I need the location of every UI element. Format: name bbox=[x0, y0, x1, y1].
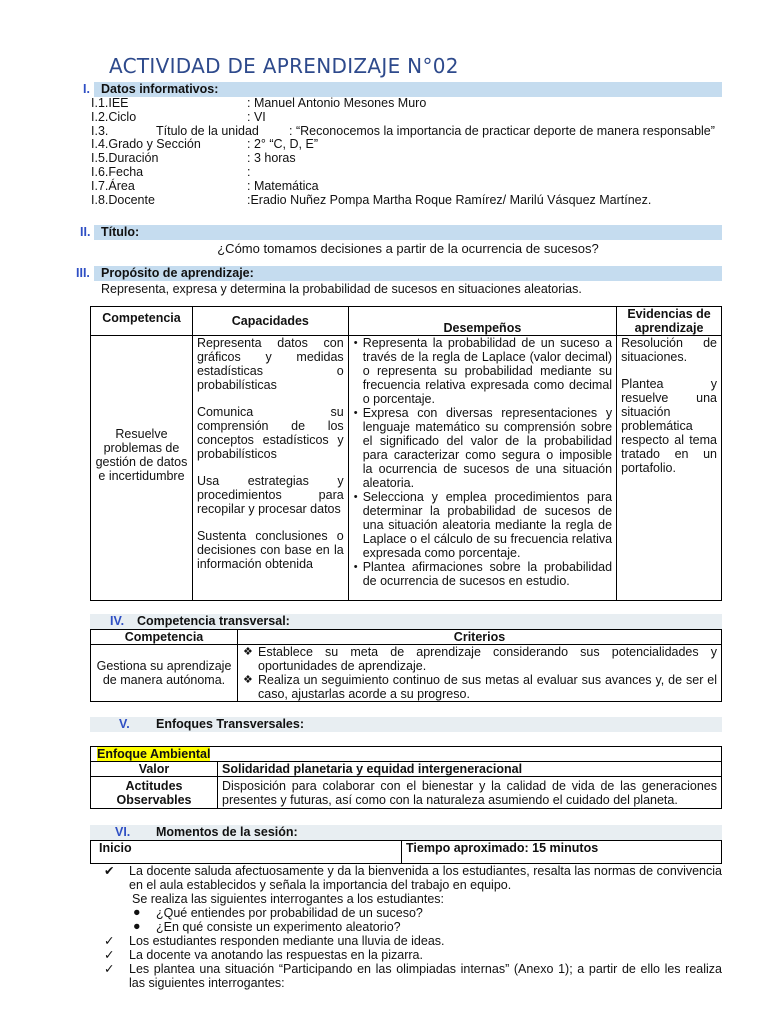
desempeno-item: • Expresa con diversas representaciones y lenguaje matemático su comprensión sobre el significado del valor de la probabilidad para caracterizar como segura o imposible la ocurrencia de sucesos de una situación aleatoria. bbox=[363, 406, 612, 490]
list-item bbox=[104, 962, 722, 990]
info-value: :Eradio Nuñez Pompa Martha Roque Ramírez/ Marilú Vásquez Martínez. bbox=[247, 192, 652, 207]
header-competencia: Competencia bbox=[91, 630, 238, 645]
cell-valor-label: Valor bbox=[91, 762, 218, 777]
list-item bbox=[104, 948, 722, 962]
info-key: I.6.Fecha bbox=[91, 164, 144, 179]
section-number: IV. bbox=[110, 614, 125, 628]
header-competencia: Competencia bbox=[91, 307, 193, 336]
section-label: Momentos de la sesión: bbox=[156, 825, 298, 839]
info-key: I.1.IEE bbox=[91, 96, 129, 110]
capacidad-item: Comunica su comprensión de los conceptos estadísticos y probabilísticos bbox=[196, 405, 344, 461]
section-label: Título: bbox=[101, 225, 140, 239]
evidencia-item: Resolución de situaciones. bbox=[621, 336, 717, 364]
checkmark-icon: ✔ bbox=[104, 864, 115, 878]
info-key: I.5.Duración bbox=[91, 151, 159, 166]
list-item bbox=[104, 934, 722, 948]
list-item-text: ¿Qué entiendes por probabilidad de un suceso? bbox=[156, 906, 423, 920]
section-header-datos bbox=[83, 82, 722, 97]
bullet-icon: ● bbox=[133, 905, 141, 919]
cell-actitudes: Disposición para colaborar con el bienestar y la calidad de vida de las generaciones presentes y futuras, así como con la naturaleza asumiendo el cuidado del planeta. bbox=[218, 777, 722, 809]
section-header-momentos bbox=[90, 825, 722, 840]
session-title: ¿Cómo tomamos decisiones a partir de la ocurrencia de sucesos? bbox=[217, 241, 599, 256]
section-header-titulo bbox=[80, 225, 722, 240]
evidencia-item: Plantea y resuelve una situación problemática respecto al tema tratado en un portafolio. bbox=[621, 377, 717, 475]
check-icon: ✓ bbox=[104, 948, 115, 962]
list-item bbox=[104, 920, 722, 934]
section-label: Enfoques Transversales: bbox=[156, 717, 304, 731]
purpose-text: Representa, expresa y determina la probabilidad de sucesos en situaciones aleatorias. bbox=[101, 282, 582, 296]
info-value: : VI bbox=[247, 109, 266, 124]
section-label: Competencia transversal: bbox=[137, 614, 290, 628]
info-value: : 3 horas bbox=[247, 151, 296, 166]
transversal-table bbox=[90, 629, 722, 702]
section-label: Propósito de aprendizaje: bbox=[101, 266, 254, 280]
header-evidencias: Evidencias de aprendizaje bbox=[617, 307, 722, 336]
list-item-text: Los estudiantes responden mediante una lluvia de ideas. bbox=[129, 934, 445, 948]
bullet-icon: ● bbox=[133, 919, 141, 933]
section-header-enfoques bbox=[90, 717, 722, 732]
section-header-transversal bbox=[90, 614, 722, 629]
cell-actitudes-label: Actitudes Observables bbox=[91, 777, 218, 809]
list-item-text: La docente va anotando las respuestas en la pizarra. bbox=[129, 948, 423, 962]
section-label: Datos informativos: bbox=[101, 82, 219, 96]
info-key: I.2.Ciclo bbox=[91, 109, 137, 124]
list-item-text: ¿En qué consiste un experimento aleatorio? bbox=[156, 920, 401, 934]
section-number: V. bbox=[119, 717, 130, 731]
cell-evidencias bbox=[617, 336, 722, 601]
cell-capacidades bbox=[192, 336, 348, 601]
info-key: I.8.Docente bbox=[91, 192, 155, 207]
page-title: ACTIVIDAD DE APRENDIZAJE N°02 bbox=[109, 54, 459, 78]
info-key: I.7.Área bbox=[91, 178, 135, 193]
list-item-text: La docente saluda afectuosamente y da la bienvenida a los estudiantes, resalta las normas de convivencia en el aula establecidos y señala la importancia del trabajo en equipo. bbox=[129, 864, 722, 892]
cell-competencia: Resuelve problemas de gestión de datos e incertidumbre bbox=[91, 336, 193, 601]
cell-valor: Solidaridad planetaria y equidad intergeneracional bbox=[218, 762, 722, 777]
capacidad-item: Usa estrategias y procedimientos para recopilar y procesar datos bbox=[196, 474, 344, 516]
info-value: : bbox=[247, 164, 251, 179]
info-key: I.4.Grado y Sección bbox=[91, 137, 201, 152]
cell-desempenos bbox=[348, 336, 616, 601]
info-value: : 2° “C, D, E” bbox=[247, 137, 318, 152]
cell-inicio: Inicio bbox=[91, 841, 402, 864]
section-number: II. bbox=[80, 225, 91, 239]
info-key-title: Título de la unidad bbox=[156, 123, 259, 138]
info-value: : Matemática bbox=[247, 178, 319, 193]
desempeno-item: • Selecciona y emplea procedimientos para determinar la probabilidad de sucesos de una situación aleatoria mediante la regla de Laplace o el cálculo de su frecuencia relativa expresada como porcentaje. bbox=[363, 490, 612, 560]
section-number: I. bbox=[83, 82, 90, 96]
header-capacidades: Capacidades bbox=[192, 307, 348, 336]
momentos-list bbox=[104, 864, 722, 990]
info-value: : Manuel Antonio Mesones Muro bbox=[247, 96, 427, 110]
info-key: I.3. bbox=[91, 123, 109, 138]
cell-competencia: Gestiona su aprendizaje de manera autónoma. bbox=[91, 645, 238, 702]
criterio-item: ❖ Establece su meta de aprendizaje considerando sus potencialidades y oportunidades de aprendizaje. bbox=[258, 645, 717, 673]
capacidad-item: Representa datos con gráficos y medidas estadísticas o probabilísticas bbox=[196, 336, 344, 392]
capacidad-item: Sustenta conclusiones o decisiones con base en la información obtenida bbox=[196, 529, 344, 571]
cell-criterios bbox=[238, 645, 722, 702]
section-number: VI. bbox=[115, 825, 131, 839]
criterio-item: ❖ Realiza un seguimiento continuo de sus metas al evaluar sus avances y, de ser el caso, ajustarlas acorde a su progreso. bbox=[258, 673, 717, 701]
desempeno-item: • Representa la probabilidad de un suceso a través de la regla de Laplace (valor decimal) o representa su probabilidad mediante su frecuencia relativa expresada como decimal o porcentaje. bbox=[363, 336, 612, 406]
enfoques-table bbox=[90, 746, 722, 809]
header-desempenos: Desempeños bbox=[348, 307, 616, 336]
check-icon: ✓ bbox=[104, 934, 115, 948]
enfoque-label: Enfoque Ambiental bbox=[97, 747, 211, 761]
desempeno-item: • Plantea afirmaciones sobre la probabilidad de ocurrencia de sucesos en estudio. bbox=[363, 560, 612, 588]
list-item: Se realiza las siguientes interrogantes a los estudiantes: bbox=[132, 892, 444, 906]
momentos-table bbox=[90, 840, 722, 864]
cell-enfoque bbox=[91, 747, 722, 762]
cell-tiempo: Tiempo aproximado: 15 minutos bbox=[402, 841, 722, 864]
list-item bbox=[104, 864, 722, 892]
info-value: : “Reconocemos la importancia de practicar deporte de manera responsable” bbox=[289, 123, 715, 138]
check-icon: ✓ bbox=[104, 962, 115, 976]
header-criterios: Criterios bbox=[238, 630, 722, 645]
section-header-proposito bbox=[76, 266, 722, 281]
section-number: III. bbox=[76, 266, 90, 280]
competencias-table bbox=[90, 306, 722, 601]
list-item bbox=[104, 906, 722, 920]
list-item-text: Les plantea una situación “Participando en las olimpiadas internas” (Anexo 1); a partir de ello les realiza las siguientes interrogantes: bbox=[129, 962, 722, 990]
